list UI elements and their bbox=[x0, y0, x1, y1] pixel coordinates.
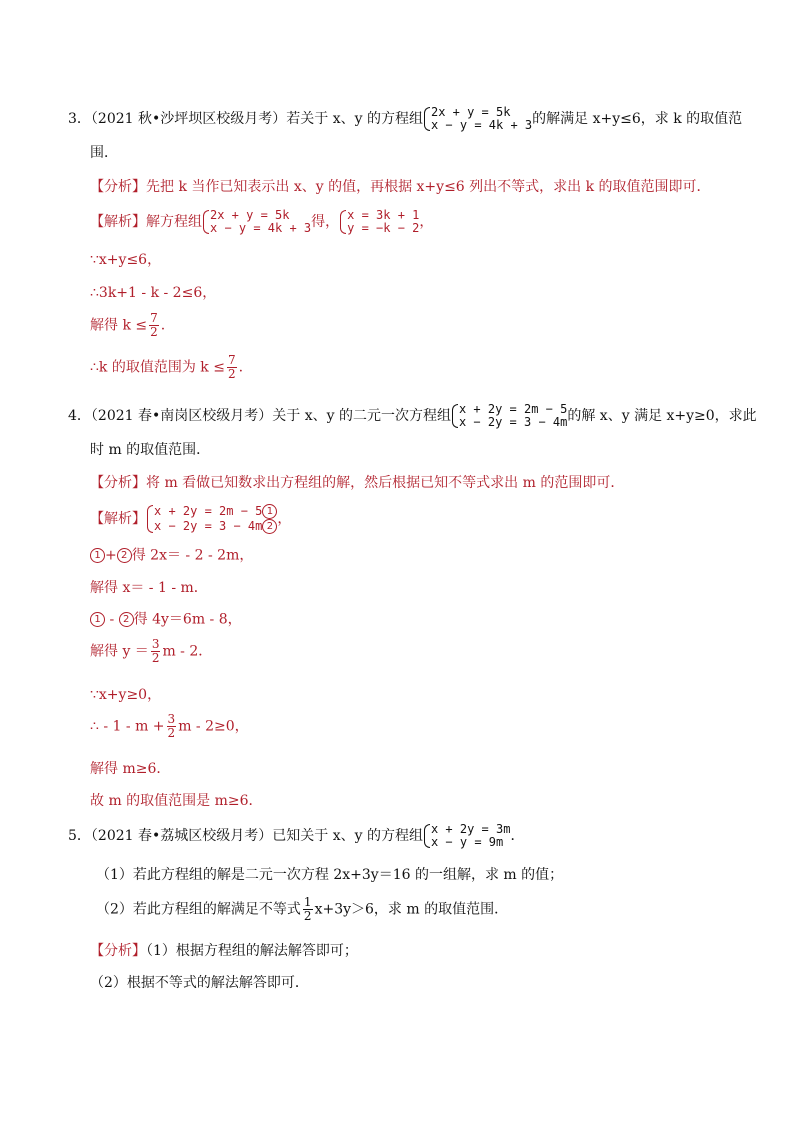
q4-eq-2: x − 2y = 3 − 4m bbox=[154, 519, 263, 533]
q4-number: 4． bbox=[68, 408, 91, 424]
q5-sys-row-2: x − y = 9m bbox=[430, 835, 504, 849]
q4-s6-lead: ∴ - 1 - m + bbox=[90, 718, 165, 735]
q3-fraction bbox=[149, 312, 159, 339]
q3-lead: 若关于 x、y 的方程组 bbox=[286, 111, 423, 127]
q5-tail: ． bbox=[510, 828, 525, 844]
q3-frac-num: 7 bbox=[150, 311, 158, 325]
q4-frac2-num: 3 bbox=[167, 712, 176, 726]
q3-analysis bbox=[90, 180, 711, 194]
circled-1-icon: 1 bbox=[90, 612, 105, 627]
q5-analysis-1 bbox=[90, 944, 358, 958]
q3-solution-line bbox=[90, 209, 433, 235]
q5-number: 5． bbox=[68, 828, 91, 844]
q5-sys-row-1: x + 2y = 3m bbox=[430, 822, 511, 836]
q4-sol-end: ， bbox=[277, 511, 292, 527]
q4-solve-row-2 bbox=[154, 519, 277, 534]
q3-solve-end: ， bbox=[419, 214, 434, 230]
q4-analysis-tag: 【分析】 bbox=[90, 475, 146, 491]
q3-solve-mid: 得， bbox=[311, 214, 340, 230]
q5-part-2 bbox=[96, 896, 508, 923]
q4-s1-text: 得 2x＝ - 2 - 2m， bbox=[131, 547, 254, 564]
circled-2-icon: 2 bbox=[262, 519, 277, 534]
q5-stem bbox=[68, 823, 524, 849]
q4-stem bbox=[68, 403, 757, 429]
q4-frac2-den: 2 bbox=[167, 726, 176, 740]
q3-step-2: ∴3k+1 - k - 2≤6， bbox=[90, 285, 217, 301]
q3-solve-row-2: x − y = 4k + 3 bbox=[210, 221, 312, 235]
q3-step-4 bbox=[90, 354, 243, 381]
q3-analysis-text: 先把 k 当作已知表示出 x、y 的值，再根据 x+y≤6 列出不等式，求出 k 的取值范围即可． bbox=[146, 179, 711, 195]
q5-frac-den: 2 bbox=[303, 909, 312, 923]
q3-result-row-1: x = 3k + 1 bbox=[347, 208, 420, 222]
q3-solution-tag: 【解析】 bbox=[90, 214, 146, 230]
q3-source: （2021 秋•沙坪坝区校级月考） bbox=[90, 111, 287, 127]
q5-lead: 已知关于 x、y 的方程组 bbox=[272, 828, 423, 844]
q4-step-7: 解得 m≥6． bbox=[90, 761, 171, 777]
circled-1-icon: 1 bbox=[262, 504, 277, 519]
q4-system bbox=[451, 403, 567, 429]
q3-analysis-tag: 【分析】 bbox=[90, 179, 146, 195]
q3-solve-lead: 解方程组 bbox=[146, 214, 202, 230]
q3-step-3 bbox=[90, 312, 165, 339]
q4-s6-end: m - 2≥0， bbox=[178, 718, 249, 735]
q3-stem bbox=[68, 106, 742, 132]
q4-analysis bbox=[90, 476, 624, 490]
q3-number: 3． bbox=[68, 111, 91, 127]
q4-source: （2021 春•南岗区校级月考） bbox=[90, 408, 273, 424]
q5-analysis-2: （2）根据不等式的解法解答即可． bbox=[90, 975, 309, 991]
q3-step3-lead: 解得 k ≤ bbox=[90, 317, 148, 334]
q4-plus: + bbox=[105, 547, 117, 564]
q4-s4-lead: 解得 y ＝ bbox=[90, 643, 149, 660]
q3-fraction-2 bbox=[227, 354, 237, 381]
q4-fraction bbox=[151, 638, 161, 665]
q4-stem-cont: 时 m 的取值范围． bbox=[90, 442, 211, 458]
q3-tail: 的解满足 x+y≤6，求 k 的取值范 bbox=[532, 111, 743, 127]
q4-step-6 bbox=[90, 713, 249, 740]
q5-p2-end: x+3y＞6，求 m 的取值范围． bbox=[314, 901, 509, 918]
q4-sys-row-1: x + 2y = 2m − 5 bbox=[458, 402, 568, 416]
q4-frac-num: 3 bbox=[151, 637, 160, 651]
q3-sys-row-1: 2x + y = 5k bbox=[430, 105, 511, 119]
q3-frac2-den: 2 bbox=[227, 367, 236, 381]
circled-2-icon: 2 bbox=[119, 612, 134, 627]
q3-frac2-num: 7 bbox=[227, 353, 236, 367]
q3-frac-den: 2 bbox=[150, 325, 158, 339]
circled-1-icon: 1 bbox=[90, 548, 105, 563]
q4-solve-row-1 bbox=[154, 504, 277, 519]
q3-solve-row-1: 2x + y = 5k bbox=[210, 208, 290, 222]
q5-frac-num: 1 bbox=[303, 895, 312, 909]
q4-lead: 关于 x、y 的二元一次方程组 bbox=[272, 408, 451, 424]
q5-a1: （1）根据方程组的解法解答即可； bbox=[146, 943, 358, 959]
circled-2-icon: 2 bbox=[117, 548, 132, 563]
q4-minus: - bbox=[105, 611, 119, 628]
q4-frac-den: 2 bbox=[151, 651, 160, 665]
q4-s4-end: m - 2． bbox=[162, 643, 213, 660]
q4-tail: 的解 x、y 满足 x+y≥0，求此 bbox=[567, 408, 757, 424]
q3-result-row-2: y = −k − 2 bbox=[347, 221, 420, 235]
q4-step-3 bbox=[90, 612, 242, 627]
q3-step-1: ∵x+y≤6， bbox=[90, 252, 162, 268]
q3-result-system bbox=[339, 209, 419, 235]
q4-step-1 bbox=[90, 548, 253, 563]
q3-step4-end: . bbox=[238, 359, 244, 376]
q4-analysis-text: 将 m 看做已知数求出方程组的解，然后根据已知不等式求出 m 的范围即可． bbox=[146, 475, 625, 491]
q3-sys-row-2: x − y = 4k + 3 bbox=[430, 118, 533, 132]
q3-stem-cont: 围． bbox=[90, 145, 118, 161]
q4-solution-tag: 【解析】 bbox=[90, 511, 146, 527]
q3-step3-end: . bbox=[160, 317, 166, 334]
q4-step-2: 解得 x＝ - 1 - m． bbox=[90, 580, 208, 596]
q4-step-8: 故 m 的取值范围是 m≥6． bbox=[90, 793, 263, 809]
q4-solution-line bbox=[90, 504, 291, 534]
q4-fraction-2 bbox=[167, 713, 177, 740]
q5-part-1: （1）若此方程组的解是二元一次方程 2x+3y＝16 的一组解，求 m 的值； bbox=[96, 867, 564, 883]
q3-system bbox=[423, 106, 532, 132]
q4-eq-1: x + 2y = 2m − 5 bbox=[154, 504, 263, 518]
q4-step-4 bbox=[90, 638, 212, 665]
q4-s3-text: 得 4y＝6m - 8， bbox=[133, 611, 242, 628]
q5-p2-lead: （2）若此方程组的解满足不等式 bbox=[96, 901, 301, 918]
q4-solve-system bbox=[146, 504, 277, 534]
q3-solve-system bbox=[202, 209, 311, 235]
q4-sys-row-2: x − 2y = 3 − 4m bbox=[458, 415, 568, 429]
q3-step4-lead: ∴k 的取值范围为 k ≤ bbox=[90, 359, 225, 376]
q5-fraction bbox=[303, 896, 313, 923]
q5-analysis-tag: 【分析】 bbox=[90, 943, 146, 959]
q4-step-5: ∵x+y≥0， bbox=[90, 687, 162, 703]
q5-system bbox=[423, 823, 510, 849]
q5-source: （2021 春•荔城区校级月考） bbox=[90, 828, 273, 844]
